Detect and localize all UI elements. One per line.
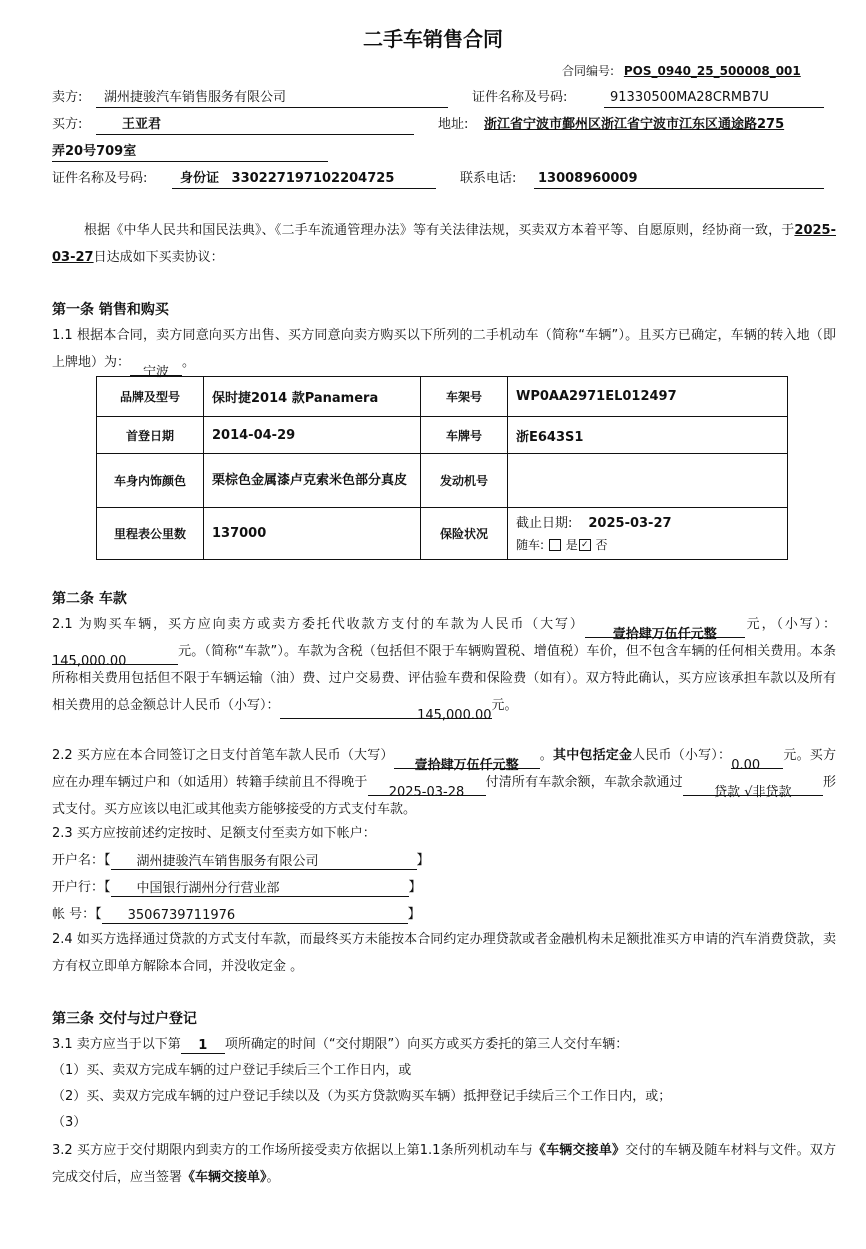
buyer-cert-number: 330227197102204725 — [231, 171, 395, 186]
buyer-label: 买方: — [52, 117, 83, 132]
bracket-close: 】 — [408, 880, 422, 895]
section1-title: 第一条 销售和购买 — [52, 302, 169, 318]
buyer-name: 王亚君 — [122, 117, 162, 132]
mileage-value: 137000 — [204, 508, 421, 560]
s3-1-text-b: 项所确定的时间（“交付期限”）向买方或买方委托的第三人交付车辆： — [224, 1037, 629, 1052]
reg-date-label: 首登日期 — [97, 417, 204, 454]
account-number-value: 3506739711976 — [127, 908, 236, 923]
account-bank — [111, 880, 409, 897]
payment-method: 贷款 √非贷款 — [683, 779, 823, 796]
section2-clause-1 — [52, 611, 836, 723]
address-label: 地址: — [438, 117, 469, 132]
account-bank-value: 中国银行湖州分行营业部 — [136, 881, 280, 896]
seller-cert: 91330500MA28CRMB7U — [610, 90, 769, 105]
yes-checkbox — [549, 539, 561, 551]
delivery-option-3: （3） — [52, 1115, 87, 1130]
s2-1-text-a: 2.1 为购买车辆，买方应向卖方或卖方委托代收款方支付的车款为人民币（大写） — [52, 617, 585, 632]
no-checkbox-checked: ✓ — [579, 539, 591, 551]
buyer-cert-label: 证件名称及号码: — [52, 171, 148, 186]
account-name — [111, 853, 417, 870]
buyer-cert-type: 身份证 — [180, 171, 220, 186]
seller-name-field — [96, 89, 448, 108]
color-value: 栗棕色金属漆卢克索米色部分真皮 — [204, 454, 421, 508]
reg-date-value: 2014-04-29 — [204, 417, 421, 454]
handover-form-ref: 《车辆交接单》 — [532, 1143, 626, 1158]
contract-number-label: 合同编号: — [562, 64, 615, 78]
s2-2-text-b: 。 — [539, 748, 553, 763]
page-title: 二手车销售合同 — [363, 27, 503, 51]
contract-number-row — [562, 62, 801, 80]
buyer-name-field — [96, 116, 414, 135]
intro-paragraph — [52, 217, 836, 271]
account-bank-label: 开户行：【 — [52, 880, 111, 895]
insurance-cell — [508, 508, 788, 560]
phone-field — [534, 170, 824, 189]
payment-deadline: 2025-03-28 — [368, 779, 486, 796]
section1-clause-1 — [52, 322, 836, 380]
account-number-row — [52, 906, 421, 924]
table-row — [97, 454, 788, 508]
section2-title: 第二条 车款 — [52, 591, 127, 607]
vin-value: WP0AA2971EL012497 — [508, 377, 788, 417]
s2-2-text-f: 形式支付。买方应该以电汇或其他卖方能够接受的方式支付车款。 — [52, 775, 836, 817]
no-label: 否 — [595, 537, 608, 552]
buyer-cert-field — [172, 170, 436, 189]
section3-clause-2 — [52, 1137, 836, 1191]
first-payment-chinese: 壹拾肆万伍仟元整 — [394, 752, 540, 769]
address-line2-field — [52, 143, 328, 162]
intro-text-a: 根据《中华人民共和国民法典》、《二手车流通管理办法》等有关法律法规，买卖双方本着平等、自愿原则，经协商一致，于 — [84, 223, 795, 238]
seller-cert-label: 证件名称及号码: — [472, 90, 568, 105]
s2-2-text-d: 元。买方应在办理车辆过户和（如适用）转籍手续前且不得晚于 — [52, 748, 836, 790]
insurance-expiry: 2025-03-27 — [588, 515, 672, 531]
brand-value: 保时捷2014 款Panamera — [204, 377, 421, 417]
plate-value: 浙E643S1 — [508, 417, 788, 454]
section3-title: 第三条 交付与过户登记 — [52, 1011, 197, 1027]
table-row — [97, 417, 788, 454]
price-chinese: 壹拾肆万伍仟元整 — [585, 621, 745, 638]
table-row — [97, 377, 788, 417]
phone-label: 联系电话: — [460, 171, 517, 186]
s3-2-text-b: 交付的车辆及随车材料与文件。双方完成交付后，应当签署 — [52, 1143, 836, 1185]
delivery-option-2: （2）买、卖双方完成车辆的过户登记手续以及（为买方贷款购买车辆）抵押登记手续后三个工作日内，或； — [52, 1089, 672, 1104]
total-amount: 145,000.00 — [280, 702, 492, 719]
s2-1-text-d: 元。 — [491, 698, 518, 713]
table-row — [97, 508, 788, 560]
deposit-amount: 0.00 — [731, 752, 783, 769]
s1-city: 宁波 — [130, 359, 182, 376]
s1-text-b: 。 — [182, 355, 196, 370]
s2-1-text-c: 元。（简称“车款”）。车款为含税（包括但不限于车辆购置税、增值税）车价，但不包含车辆的任何相关费用。本条所称相关费用包括但不限于车辆运输（油）费、过户交易费、评估验车费和保险费（如有）。双方特此确认，买方应该承担车款以及所有相关费用的总金额总计人民币（小写）： — [52, 644, 836, 713]
vehicle-table — [96, 376, 788, 560]
brand-label: 品牌及型号 — [97, 377, 204, 417]
s2-2-text-a: 2.2 买方应在本合同签订之日支付首笔车款人民币（大写） — [52, 748, 394, 763]
address-line2: 弄20号709室 — [52, 144, 137, 159]
seller-row — [52, 89, 82, 107]
phone-number: 13008960009 — [538, 171, 638, 186]
section3-clause-1 — [52, 1036, 628, 1054]
s2-2-text-c: 人民币（小写）： — [632, 748, 732, 763]
delivery-item: 1 — [181, 1037, 225, 1054]
intro-date: 2025-03-27 — [52, 223, 836, 265]
s1-text-a: 1.1 根据本合同，卖方同意向买方出售、买方同意向卖方购买以下所列的二手机动车（简称“车辆”）。且买方已确定，车辆的转入地（即上牌地）为： — [52, 328, 836, 370]
plate-label: 车牌号 — [421, 417, 508, 454]
s2-2-bold: 其中包括定金 — [553, 748, 633, 763]
section2-clause-3: 2.3 买方应按前述约定按时、足额支付至卖方如下帐户： — [52, 826, 376, 841]
insurance-expiry-label: 截止日期: — [516, 515, 573, 531]
seller-name: 湖州捷骏汽车销售服务有限公司 — [104, 90, 287, 105]
account-number-label: 帐 号：【 — [52, 907, 102, 922]
s3-2-text-c: 。 — [266, 1170, 280, 1185]
s2-1-text-b: 元，（小写）： — [744, 617, 836, 632]
contract-number: POS_0940_25_500008_001 — [623, 64, 801, 78]
section2-clause-4: 2.4 如买方选择通过贷款的方式支付车款，而最终买方未能按本合同约定办理贷款或者金融机构未足额批准买方申请的汽车消费贷款，卖方有权立即单方解除本合同，并没收定金 。 — [52, 932, 836, 974]
bracket-close: 】 — [416, 853, 430, 868]
s3-1-text-a: 3.1 卖方应当于以下第 — [52, 1037, 181, 1052]
address-line1: 浙江省宁波市鄞州区浙江省宁波市江东区通途路275 — [484, 117, 785, 132]
insurance-label: 保险状况 — [421, 508, 508, 560]
handover-form-ref: 《车辆交接单》 — [182, 1170, 267, 1185]
delivery-option-1: （1）买、卖双方完成车辆的过户登记手续后三个工作日内，或 — [52, 1063, 412, 1078]
engine-value — [508, 454, 788, 508]
color-label: 车身内饰颜色 — [97, 454, 204, 508]
intro-text-b: 日达成如下买卖协议： — [93, 250, 224, 265]
section2-clause-2 — [52, 742, 836, 823]
account-number — [102, 907, 408, 924]
engine-label: 发动机号 — [421, 454, 508, 508]
account-name-row — [52, 852, 430, 870]
s3-2-text-a: 3.2 买方应于交付期限内到卖方的工作场所接受卖方依据以上第1.1条所列机动车与 — [52, 1143, 533, 1158]
seller-cert-field — [604, 89, 824, 108]
seller-label: 卖方: — [52, 90, 83, 105]
account-name-value: 湖州捷骏汽车销售服务有限公司 — [136, 854, 319, 869]
vin-label: 车架号 — [421, 377, 508, 417]
insurance-follow-label: 随车: — [516, 537, 545, 552]
bracket-close: 】 — [407, 907, 421, 922]
yes-label: 是 — [565, 537, 578, 552]
price-number: 145,000.00 — [52, 648, 178, 665]
mileage-label: 里程表公里数 — [97, 508, 204, 560]
s2-2-text-e: 付清所有车款余额，车款余款通过 — [485, 775, 683, 790]
account-bank-row — [52, 879, 422, 897]
account-name-label: 开户名：【 — [52, 853, 111, 868]
